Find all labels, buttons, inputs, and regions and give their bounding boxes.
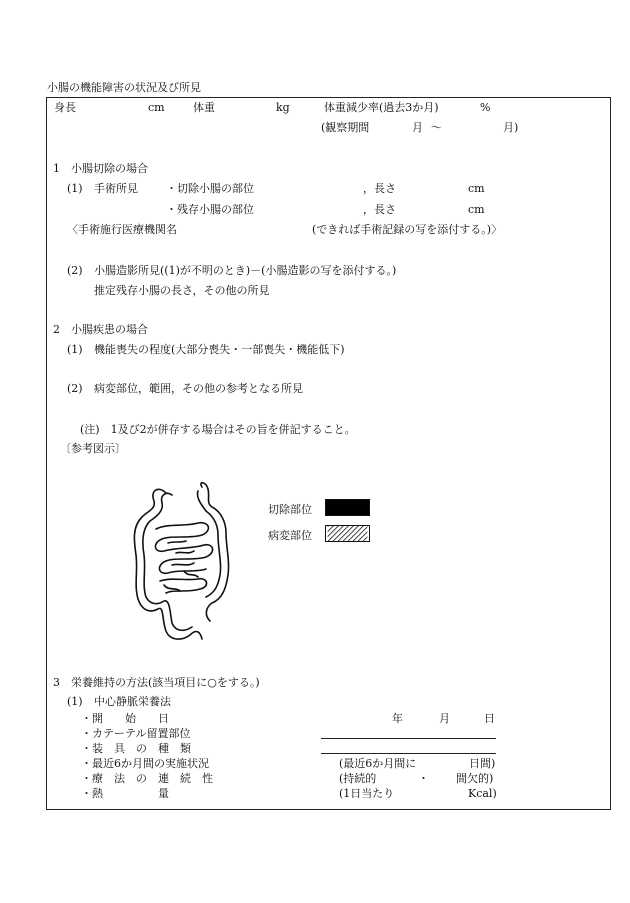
catheter-label: ・カテーテル留置部位 [81,727,191,740]
remaining-length-unit: cm [468,203,485,216]
heat-label: ・熱 量 [81,787,169,800]
s2-item1-label: 機能喪失の程度(大部分喪失・一部喪失・機能低下) [94,343,345,356]
weight-loss-label: 体重減少率(過去3か月) [324,101,439,114]
section3-heading: 3 栄養維持の方法(該当項目に○をする。) [53,676,260,689]
note-text: (注) 1及び2が併存する場合はその旨を併記すること。 [80,423,356,436]
legend-lesion-label: 病変部位 [268,529,312,542]
weight-label: 体重 [193,101,215,114]
observation-period-label: (観察期間 [321,121,370,134]
continuity-dot: ・ [418,772,429,785]
continuity-label: ・療 法 の 連 続 性 [81,772,213,785]
section2-heading: 2 小腸疾患の場合 [53,323,148,336]
period-month-1: 月 [412,121,423,134]
recent-status-prefix: (最近6か月間に [339,757,417,770]
hospital-note: (できれば手術記録の写を添付する。)〉 [312,223,503,236]
continuity-continuous: (持続的 [339,772,377,785]
resected-length-unit: cm [468,182,485,195]
page-title: 小腸の機能障害の状況及び所見 [47,81,201,94]
heat-prefix: (1日当たり [339,787,395,800]
legend-resected-label: 切除部位 [268,503,312,516]
resected-length-label: ，長さ [363,182,396,195]
legend-resected-swatch [325,499,370,516]
resected-site-label: ・切除小腸の部位 [166,182,254,195]
recent-status-label: ・最近6か月間の実施状況 [81,757,209,770]
catheter-underline [321,738,496,739]
weight-loss-unit: % [480,101,491,114]
continuity-intermittent: 間欠的) [456,772,494,785]
period-tilde: 〜 [431,121,442,134]
s2-item1-num: (1) [67,343,83,356]
remaining-length-label: ，長さ [363,203,396,216]
s1-item2-num: (2) [67,264,83,277]
s2-item2-label: 病変部位，範囲，その他の参考となる所見 [94,382,303,395]
start-year: 年 [392,712,403,725]
start-date-label: ・開 始 日 [81,712,169,725]
equipment-label: ・装 具 の 種 類 [81,742,191,755]
remaining-site-label: ・残存小腸の部位 [166,203,254,216]
reference-label: 〔参考図示〕 [60,442,126,455]
s3-item1-label: 中心静脈栄養法 [94,695,171,708]
s1-item2-label: 小腸造影所見((1)が不明のとき)－(小腸造影の写を添付する。) [94,264,397,277]
s1-item1-label: 手術所見 [94,182,138,195]
height-unit: cm [148,101,165,114]
s2-item2-num: (2) [67,382,83,395]
s3-item1-num: (1) [67,695,83,708]
s1-item1-num: (1) [67,182,83,195]
small-intestine-illustration [128,481,248,646]
legend-lesion-swatch [325,525,370,542]
equipment-underline [321,753,496,754]
height-label: 身長 [54,101,76,114]
weight-unit: kg [276,101,290,114]
heat-unit: Kcal) [468,787,497,800]
recent-status-suffix: 日間) [469,757,496,770]
period-month-2: 月) [503,121,519,134]
hospital-label: 〈手術施行医療機関名 [67,223,177,236]
start-month: 月 [439,712,450,725]
start-day: 日 [484,712,495,725]
s1-item2-sub: 推定残存小腸の長さ，その他の所見 [94,284,270,297]
section1-heading: 1 小腸切除の場合 [53,162,148,175]
